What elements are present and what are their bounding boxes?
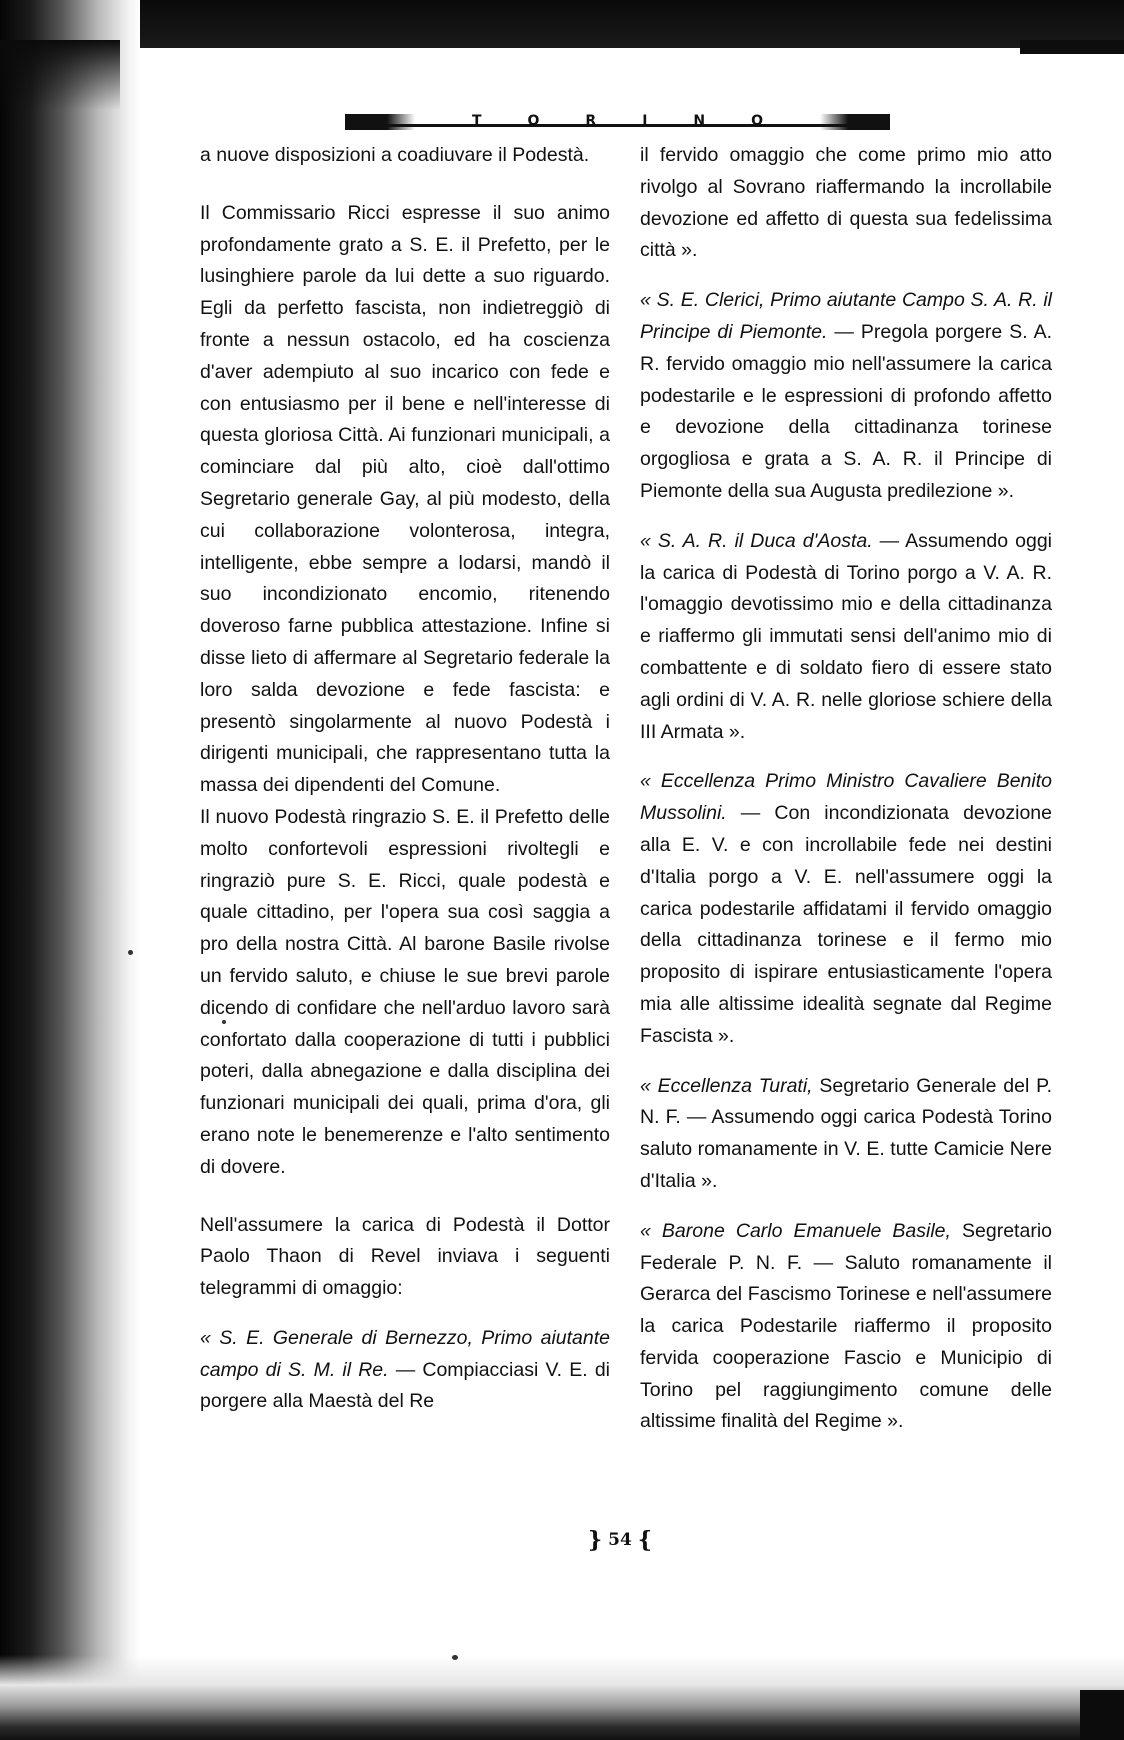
paragraph: Il nuovo Podestà ringrazio S. E. il Prefetto delle molto confortevoli espressioni rivoltegli e ringraziò pure S. E. Ricci, quale podestà e quale cittadino, per l'opera sua così saggia a pro della nostra Città. Al barone Basile rivolse un fervido saluto, e chiuse le sue brevi parole dicendo di confidare che nell'arduo lavoro sarà confortato dalla cooperazione di tutti i pubblici poteri, dalla abnegazione e dalla disciplina dei funzionari municipali dei quali, prima d'ora, gli erano note le benemerenze e l'alto sentimento di dovere. xyxy=(200,805,610,1178)
header-ornament-left xyxy=(345,114,415,130)
header-ornament-right xyxy=(820,114,890,130)
telegram-text: — Con incondizionata devozione alla E. V. e con incrollabile fede nei destini d'Italia porgo a V. E. nell'assumere oggi la carica podestarile affidatami il fervido omaggio della cittadinanza torinese e il fermo mio proposito di ispirare entusiasticamente l'opera mia alle altissime idealità segnate dal Regime Fascista ». xyxy=(640,802,1052,1047)
page-ornament-right: { xyxy=(637,1527,652,1553)
telegram-addressee: « Eccellenza Turati, xyxy=(640,1074,813,1097)
paragraph: il fervido omaggio che come primo mio atto rivolgo al Sovrano riaffermando la incrollabile devozione ed affetto di questa sua fedelissima città ». xyxy=(640,144,1052,262)
telegram-text: — Assumendo oggi la carica di Podestà di Torino porgo a V. A. R. l'omaggio devotissimo mio e della cittadinanza e riaffermo gli immutati sensi dell'animo mio di combattente e di soldato fiero di essere stato agli ordini di V. A. R. nelle gloriose schiere della III Armata ». xyxy=(640,529,1052,743)
telegram-paragraph xyxy=(640,1071,1052,1198)
scan-bottom-shadow xyxy=(0,1655,1124,1740)
scan-left-corner xyxy=(0,40,120,110)
telegram-text: Segretario Federale P. N. F. — Saluto romanamente il Gerarca del Fascismo Torinese e nell'assumere la carica Podestarile riaffermo il proposito fervida cooperazione Fascio e Municipio di Torino pel raggiungimento comune delle altissime finalità del Regime ». xyxy=(640,1219,1052,1433)
ink-speck xyxy=(452,1655,458,1660)
scan-bottom-right-corner xyxy=(1080,1690,1124,1740)
header-title: TORINO xyxy=(471,113,810,129)
telegram-addressee: « S. E. Generale di Bernezzo, Primo aiutante campo di S. M. il Re. xyxy=(200,1326,610,1381)
page-number xyxy=(560,1525,680,1555)
page-number-value: 54 xyxy=(608,1530,632,1550)
telegram-addressee: « S. A. R. il Duca d'Aosta. xyxy=(640,529,873,552)
telegram-text: — Pregola porgere S. A. R. fervido omaggio mio nell'assumere la carica podestarile e le espressioni di profondo affetto e devozione della cittadinanza torinese orgogliosa e grata a S. A. R. il Principe di Piemonte della sua Augusta predilezione ». xyxy=(640,320,1052,502)
telegram-text: — Compiacciasi V. E. di porgere alla Maestà del Re xyxy=(200,1358,611,1413)
telegram-text: Segretario Generale del P. N. F. — Assumendo oggi carica Podestà Torino saluto romanamente in V. E. tutte Camicie Nere d'Italia ». xyxy=(640,1074,1053,1192)
scan-left-shadow xyxy=(0,0,140,1740)
paragraph: Il Commissario Ricci espresse il suo animo profondamente grato a S. E. il Prefetto, per le lusinghiere parole da lui dette a suo riguardo. Egli da perfetto fascista, non indietreggiò di fronte a nessun ostacolo, ed ha coscienza d'aver adempiuto al suo incarico con fede e con entusiasmo per il bene e nell'interesse di questa gloriosa Città. Ai funzionari municipali, a cominciare dal più alto, cioè dall'ottimo Segretario generale Gay, al più modesto, della cui collaborazione volonterosa, integra, intelligente, ebbe sempre a lodarsi, mandò il suo incondizionato encomio, ritenendo doveroso farne pubblica attestazione. Infine si disse lieto di affermare al Segretario federale la loro salda devozione e fede fascista: e presentò singolarmente al nuovo Podestà i dirigenti municipali, che rappresentano tutta la massa dei dipendenti del Comune. xyxy=(200,201,610,797)
telegram-addressee: « Eccellenza Primo Ministro Cavaliere Benito Mussolini. xyxy=(640,770,1052,825)
paragraph: Nell'assumere la carica di Podestà il Dottor Paolo Thaon di Revel inviava i seguenti telegrammi di omaggio: xyxy=(200,1213,610,1300)
running-header xyxy=(345,110,890,132)
telegram-paragraph xyxy=(640,1216,1052,1439)
telegram-paragraph xyxy=(640,526,1052,749)
page-ornament-left: } xyxy=(588,1527,603,1553)
right-column xyxy=(640,140,1052,1438)
telegram-paragraph xyxy=(640,766,1052,1052)
telegram-addressee: « S. E. Clerici, Primo aiutante Campo S. A. R. il Principe di Piemonte. xyxy=(640,289,1052,343)
left-column xyxy=(200,140,610,1418)
ink-speck xyxy=(128,950,133,955)
telegram-paragraph xyxy=(640,285,1052,508)
scan-top-notch xyxy=(1020,40,1124,54)
paragraph: a nuove disposizioni a coadiuvare il Podestà. xyxy=(200,144,590,166)
telegram-addressee: « Barone Carlo Emanuele Basile, xyxy=(640,1219,951,1242)
scan-top-border xyxy=(0,0,1124,48)
telegram-paragraph xyxy=(200,1323,610,1418)
